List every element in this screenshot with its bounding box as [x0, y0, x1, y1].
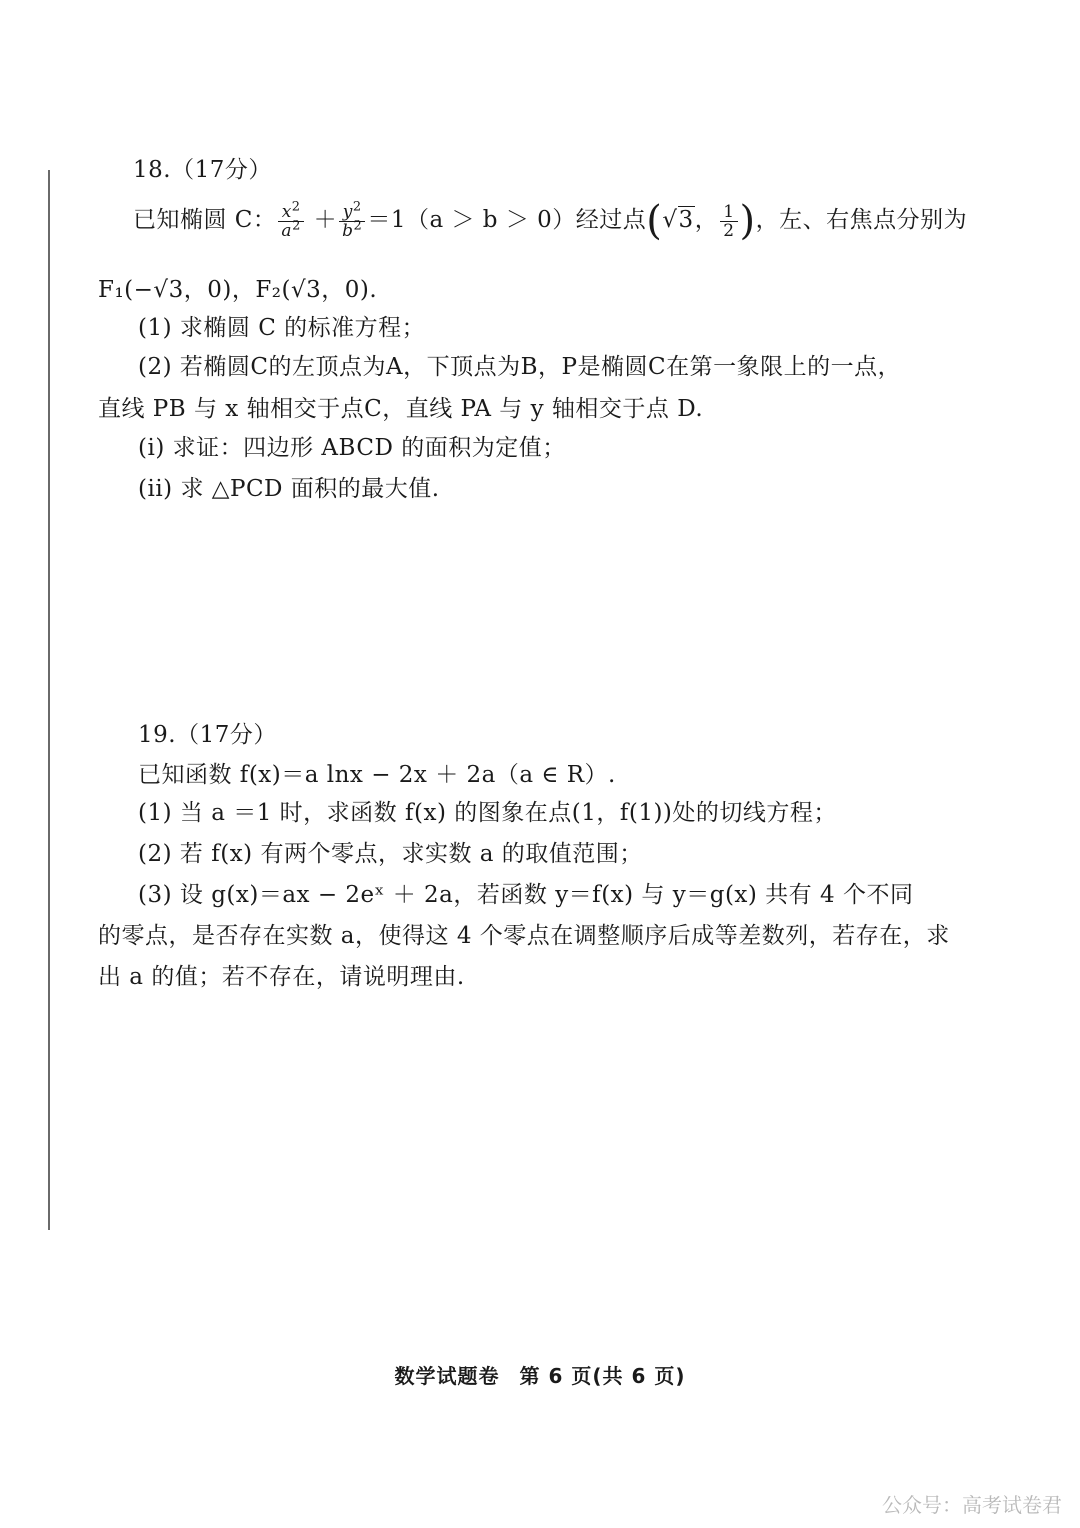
margin-rule [48, 170, 50, 1230]
footer-page-number: 第 6 页(共 6 页) [519, 1364, 686, 1388]
q18-part2-b: 直线 PB 与 x 轴相交于点C，直线 PA 与 y 轴相交于点 D. [98, 396, 704, 422]
ellipse-y-term: $\frac{y^2}{b^2}$ [339, 203, 365, 240]
page-footer [0, 1360, 1080, 1389]
point-sqrt: √3 [662, 207, 694, 233]
q18-intro-prefix: 已知椭圆 C： [133, 207, 277, 233]
q19-part1: (1) 当 a ＝1 时，求函数 f(x) 的图象在点(1，f(1))处的切线方程； [138, 800, 837, 826]
q19-part3-a: (3) 设 g(x)＝ax − 2eˣ ＋ 2a，若函数 y＝f(x) 与 y＝g(x) 共有 4 个不同 [138, 882, 914, 908]
footer-subject: 数学试题卷 [394, 1364, 500, 1388]
q18-foci: F₁(−√3，0)，F₂(√3，0). [98, 277, 378, 303]
q18-part2-i: (i) 求证：四边形 ABCD 的面积为定值； [138, 435, 566, 461]
q19-part3-c: 出 a 的值；若不存在，请说明理由. [98, 964, 465, 990]
q19-header: 19.（17分） [138, 722, 277, 748]
q18-intro-suffix: ，左、右焦点分别为 [755, 207, 968, 233]
q19-intro: 已知函数 f(x)＝a lnx − 2x ＋ 2a（a ∈ R）. [138, 762, 616, 788]
q19-part2: (2) 若 f(x) 有两个零点，求实数 a 的取值范围； [138, 841, 643, 867]
ellipse-rhs: ＝1（a ＞ b ＞ 0）经过点 [367, 207, 647, 233]
q19-part3-b: 的零点，是否存在实数 a，使得这 4 个零点在调整顺序后成等差数列，若存在，求 [98, 923, 950, 949]
q18-intro: 已知椭圆 C： $\frac{x^2}{a^2}$ ＋ $\frac{y^2}{b^2}$ ＝1（a ＞ b ＞ 0）经过点(√3， $\frac{1}{2}$ )，左、右焦点分别为 [133, 198, 968, 244]
watermark-text: 公众号：高考试卷君 [882, 1493, 1062, 1517]
q18-header: 18.（17分） [133, 157, 272, 183]
point-fraction: $\frac{1}{2}$ [720, 203, 737, 240]
q18-part2-ii: (ii) 求 △PCD 面积的最大值. [138, 476, 440, 502]
q18-part1: (1) 求椭圆 C 的标准方程； [138, 315, 426, 341]
ellipse-x-term: $\frac{x^2}{a^2}$ [278, 203, 303, 240]
q18-part2-a: (2) 若椭圆C的左顶点为A，下顶点为B，P是椭圆C在第一象限上的一点， [138, 354, 902, 380]
